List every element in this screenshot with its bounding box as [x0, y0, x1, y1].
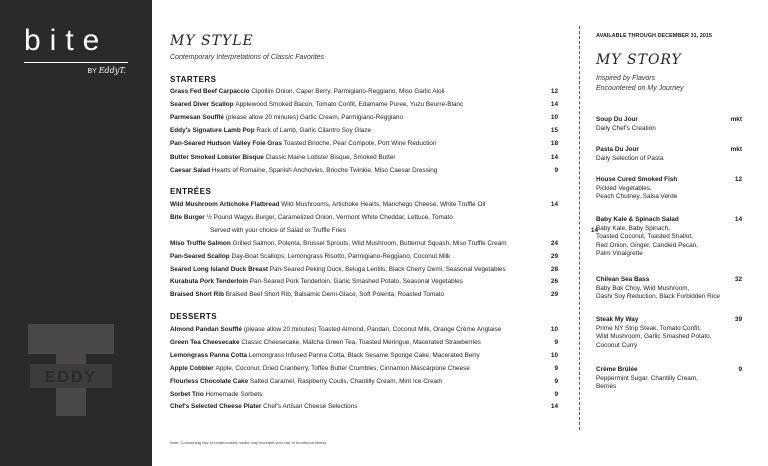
menu-item-price: 9 [554, 390, 558, 398]
starters-heading: STARTERS [170, 75, 217, 84]
svg-text:EDDY: EDDY [44, 369, 98, 386]
menu-item [170, 239, 558, 248]
story-item-name: Baby Kale & Spinach Salad [596, 216, 679, 223]
menu-item-description: Rack of Lamb, Garlic Cilantro Soy Glaze [256, 127, 372, 135]
menu-item-price: 9 [554, 338, 558, 346]
my-story-subtitle-1: Inspired by Flavors [596, 75, 656, 82]
menu-item-description: Classic Cheesecake, Matcha Green Tea, Toasted Meringue, Macerated Strawberries [241, 338, 481, 346]
story-item-description: Toasted Coconut, Toasted Shallot, [596, 233, 693, 241]
menu-item-description: Lemongrass Infused Panna Cotta, Black Sesame Sponge Cake, Macerated Berry [248, 351, 480, 359]
menu-item-description: Apple, Coconut, Dried Cranberry, Toffee Butter Crumbles, Cinnamon Mascarpone Cheese [215, 364, 470, 372]
menu-item-name: Pan-Seared Scallop [170, 252, 232, 260]
menu-item [170, 153, 558, 162]
menu-item [170, 126, 558, 135]
menu-item-name: Chef's Selected Cheese Plater [170, 403, 264, 411]
my-story-subtitle-2: Encountered on My Journey [596, 85, 684, 92]
story-item-name: Soup Du Jour [596, 116, 638, 123]
story-item-price: 32 [734, 276, 742, 283]
menu-item-price: 29 [550, 291, 558, 299]
logo-by: BY [87, 68, 97, 75]
menu-item-price: 10 [550, 326, 558, 333]
menu-item-price: 10 [550, 114, 558, 122]
story-item-price: mkt [730, 116, 742, 123]
menu-item [170, 277, 558, 286]
menu-item-name: Bite Burger [170, 213, 207, 221]
menu-item-price: 14 [550, 403, 558, 411]
menu-item-price: 12 [550, 88, 558, 95]
bite-logo [24, 26, 132, 75]
menu-item-description: Served with your choice of Salad or Truffle Fries [210, 226, 346, 234]
menu-item [170, 100, 558, 109]
menu-item-description: Braised Beef Short Rib, Balsamic Demi-Glace, Soft Polenta, Roasted Tomato [225, 291, 445, 299]
menu-item [170, 87, 558, 96]
menu-item-description: Applewood Smoked Bacon, Tomato Confit, Edamame Puree, Yuzu Beurre-Blanc [235, 101, 464, 109]
menu-item-name: Seared Diver Scallop [170, 101, 236, 109]
menu-item-price: 14 [550, 101, 558, 109]
story-item-description: Prime NY Strip Steak, Tomato Confit, [596, 324, 701, 332]
story-item [596, 116, 742, 133]
story-item [596, 146, 742, 163]
story-item-description: Dashi Soy Reduction, Black Forbidden Rice [596, 293, 720, 301]
story-item-description: Daily Chef's Creation [596, 124, 656, 132]
menu-item [170, 252, 558, 261]
story-item-description: Peppermint Sugar, Chantilly Cream, [596, 374, 698, 382]
story-item-description: Pickled Vegetables, [596, 184, 652, 192]
menu-item [170, 325, 558, 334]
menu-item-description: Pan-Seared Peking Duck, Beluga Lentils, Black Cherry Demi, Seasonal Vegetables [269, 265, 506, 273]
story-item-price: 14 [734, 216, 742, 223]
story-item-description: Berries [596, 383, 617, 391]
story-item [596, 216, 742, 259]
menu-item-name: Braised Short Rib [170, 291, 226, 299]
entrees-heading: ENTRÉES [170, 187, 212, 196]
menu-item-name: Seared Long Island Duck Breast [170, 265, 270, 273]
menu-item-description: Salted Caramel, Raspberry Coulis, Chantilly Cream, Mint Ice Cream [249, 377, 443, 385]
desserts-heading: DESSERTS [170, 312, 218, 321]
story-item-name: House Cured Smoked Fish [596, 176, 678, 183]
eddy-t-seal-icon [22, 318, 120, 428]
story-item-name: Chilean Sea Bass [596, 276, 650, 283]
menu-item [170, 226, 598, 235]
menu-item-name: Kurabuta Pork Tenderloin [170, 278, 250, 286]
menu-item-description: (please allow 20 minutes) Toasted Almond, Pandan, Coconut Milk, Orange Crème Anglaise [243, 326, 502, 333]
menu-item [170, 402, 558, 411]
menu-item-description: Day-Boat Scallops, Lemongrass Risotto, Parmigiano-Reggiano, Coconut Milk [231, 252, 451, 260]
story-item-description: Red Onion, Ginger, Candied Pecan, [596, 241, 698, 249]
story-item [596, 316, 742, 350]
menu-item-price: 29 [550, 252, 558, 260]
menu-item-name: Sorbet Trio [170, 390, 206, 398]
my-style-menu [170, 0, 598, 466]
menu-item-description: (please allow 20 minutes) Garlic Cream, Parmigiano-Reggiano [225, 114, 404, 122]
story-item-description: Daily Selection of Pasta [596, 154, 664, 162]
menu-item-name: Almond Pandan Soufflé [170, 326, 244, 333]
story-item-description: Baby Bok Choy, Wild Mushroom, [596, 284, 690, 292]
menu-item-name: Green Tea Cheesecake [170, 338, 242, 346]
menu-item-name: Pan-Seared Hudson Valley Foie Gras [170, 140, 284, 148]
story-item-price: 12 [734, 176, 742, 183]
menu-item [170, 377, 558, 386]
menu-item-price: 14 [550, 201, 558, 208]
story-item-name: Crème Brûlée [596, 366, 638, 373]
menu-item-description: Cipollini Onion, Caper Berry, Parmigiano-Reggiano, Miso Garlic Aioli [251, 88, 445, 95]
menu-item [170, 166, 558, 175]
menu-item-description: Grilled Salmon, Polenta, Brussel Sprouts, Wild Mushroom, Butternut Squash, Miso Truffle Cream [232, 239, 507, 247]
logo-byline [24, 66, 132, 75]
menu-item-name: Butter Smoked Lobster Bisque [170, 153, 266, 161]
menu-item-name: Caesar Salad [170, 166, 212, 174]
menu-item [170, 364, 558, 373]
story-item-description: Palm Vinaigrette [596, 250, 643, 258]
story-item-price: mkt [730, 146, 742, 153]
logo-word: bite [24, 24, 109, 57]
menu-item-description: Homemade Sorbets [205, 390, 263, 398]
menu-item-price: 9 [554, 377, 558, 385]
menu-item [170, 139, 558, 148]
menu-item [170, 265, 558, 274]
menu-item-description: ½ Pound Wagyu Burger, Caramelized Onion, Vermont White Cheddar, Lettuce, Tomato [206, 213, 453, 221]
story-item-price: 9 [738, 366, 742, 373]
story-item-name: Steak My Way [596, 316, 639, 323]
story-item-price: 39 [734, 316, 742, 323]
menu-item-description: Classic Maine Lobster Bisque, Smoked Butter [265, 153, 396, 161]
menu-item-name: Grass Fed Beef Carpaccio [170, 88, 252, 95]
menu-item-description: Toasted Brioche, Pear Compote, Port Wine Reduction [283, 140, 437, 148]
story-item-description: Baby Kale, Baby Spinach, [596, 224, 670, 232]
menu-item [170, 200, 558, 209]
menu-item-price: 15 [550, 127, 558, 135]
menu-item [170, 113, 558, 122]
story-item [596, 366, 742, 392]
menu-item-description: Pan-Seared Pork Tenderloin, Garlic Smashed Potato, Seasonal Vegetables [249, 278, 463, 286]
menu-item-description: Wild Mushrooms, Artichoke Hearts, Manchego Cheese, White Truffle Oil [281, 201, 486, 208]
column-divider [579, 26, 580, 430]
menu-item-price: 9 [554, 364, 558, 372]
story-item [596, 176, 742, 202]
menu-item-price: 9 [554, 166, 558, 174]
menu-item-name: Miso Truffle Salmon [170, 239, 233, 247]
menu-item-name: Wild Mushroom Artichoke Flatbread [170, 201, 282, 208]
menu-item-price: 28 [550, 265, 558, 273]
menu-item-description: Hearts of Romaine, Spanish Anchovies, Brioche Twinkie, Miso Caesar Dressing [211, 166, 438, 174]
brand-sidebar [0, 0, 152, 466]
logo-signature: EddyT. [98, 66, 126, 75]
menu-item [170, 213, 558, 222]
menu-item [170, 351, 558, 360]
menu-item-name: Parmesan Soufflé [170, 114, 226, 122]
menu-item-price: 18 [550, 140, 558, 148]
story-item-description: Coconut Curry [596, 341, 638, 349]
story-item-description: Peach Chutney, Salsa Verde [596, 193, 678, 201]
menu-item-name: Eddy's Signature Lamb Pop [170, 127, 257, 135]
menu-item-name: Lemongrass Panna Cotta [170, 351, 249, 359]
menu-item-price: 10 [550, 351, 558, 359]
menu-item [170, 338, 558, 347]
story-item-description: Wild Mushroom, Garlic Smashed Potato, [596, 333, 712, 341]
my-style-subtitle: Contemporary Interpretations of Classic Favorites [170, 54, 325, 61]
menu-item-price: 14 [550, 153, 558, 161]
menu-item [170, 390, 558, 399]
menu-item-name: Flourless Chocolate Cake [170, 377, 250, 385]
story-item [596, 276, 742, 302]
menu-item-price: 26 [550, 278, 558, 286]
my-story-title: MY STORY [596, 52, 682, 68]
menu-item-description: Chef's Artisan Cheese Selections [263, 403, 358, 411]
menu-item-price: 14 [590, 226, 598, 234]
story-item-name: Pasta Du Jour [596, 146, 639, 153]
menu-item [170, 290, 558, 299]
food-safety-note: Note: Consuming raw or undercooked meats may increase your risk of foodborne illness. [170, 440, 328, 445]
menu-item-name: Apple Cobbler [170, 364, 216, 372]
my-style-title: MY STYLE [170, 33, 254, 49]
availability-note: AVAILABLE THROUGH DECEMBER 31, 2015 [596, 33, 712, 39]
logo-rule [24, 62, 128, 63]
menu-item-price: 24 [550, 239, 558, 247]
